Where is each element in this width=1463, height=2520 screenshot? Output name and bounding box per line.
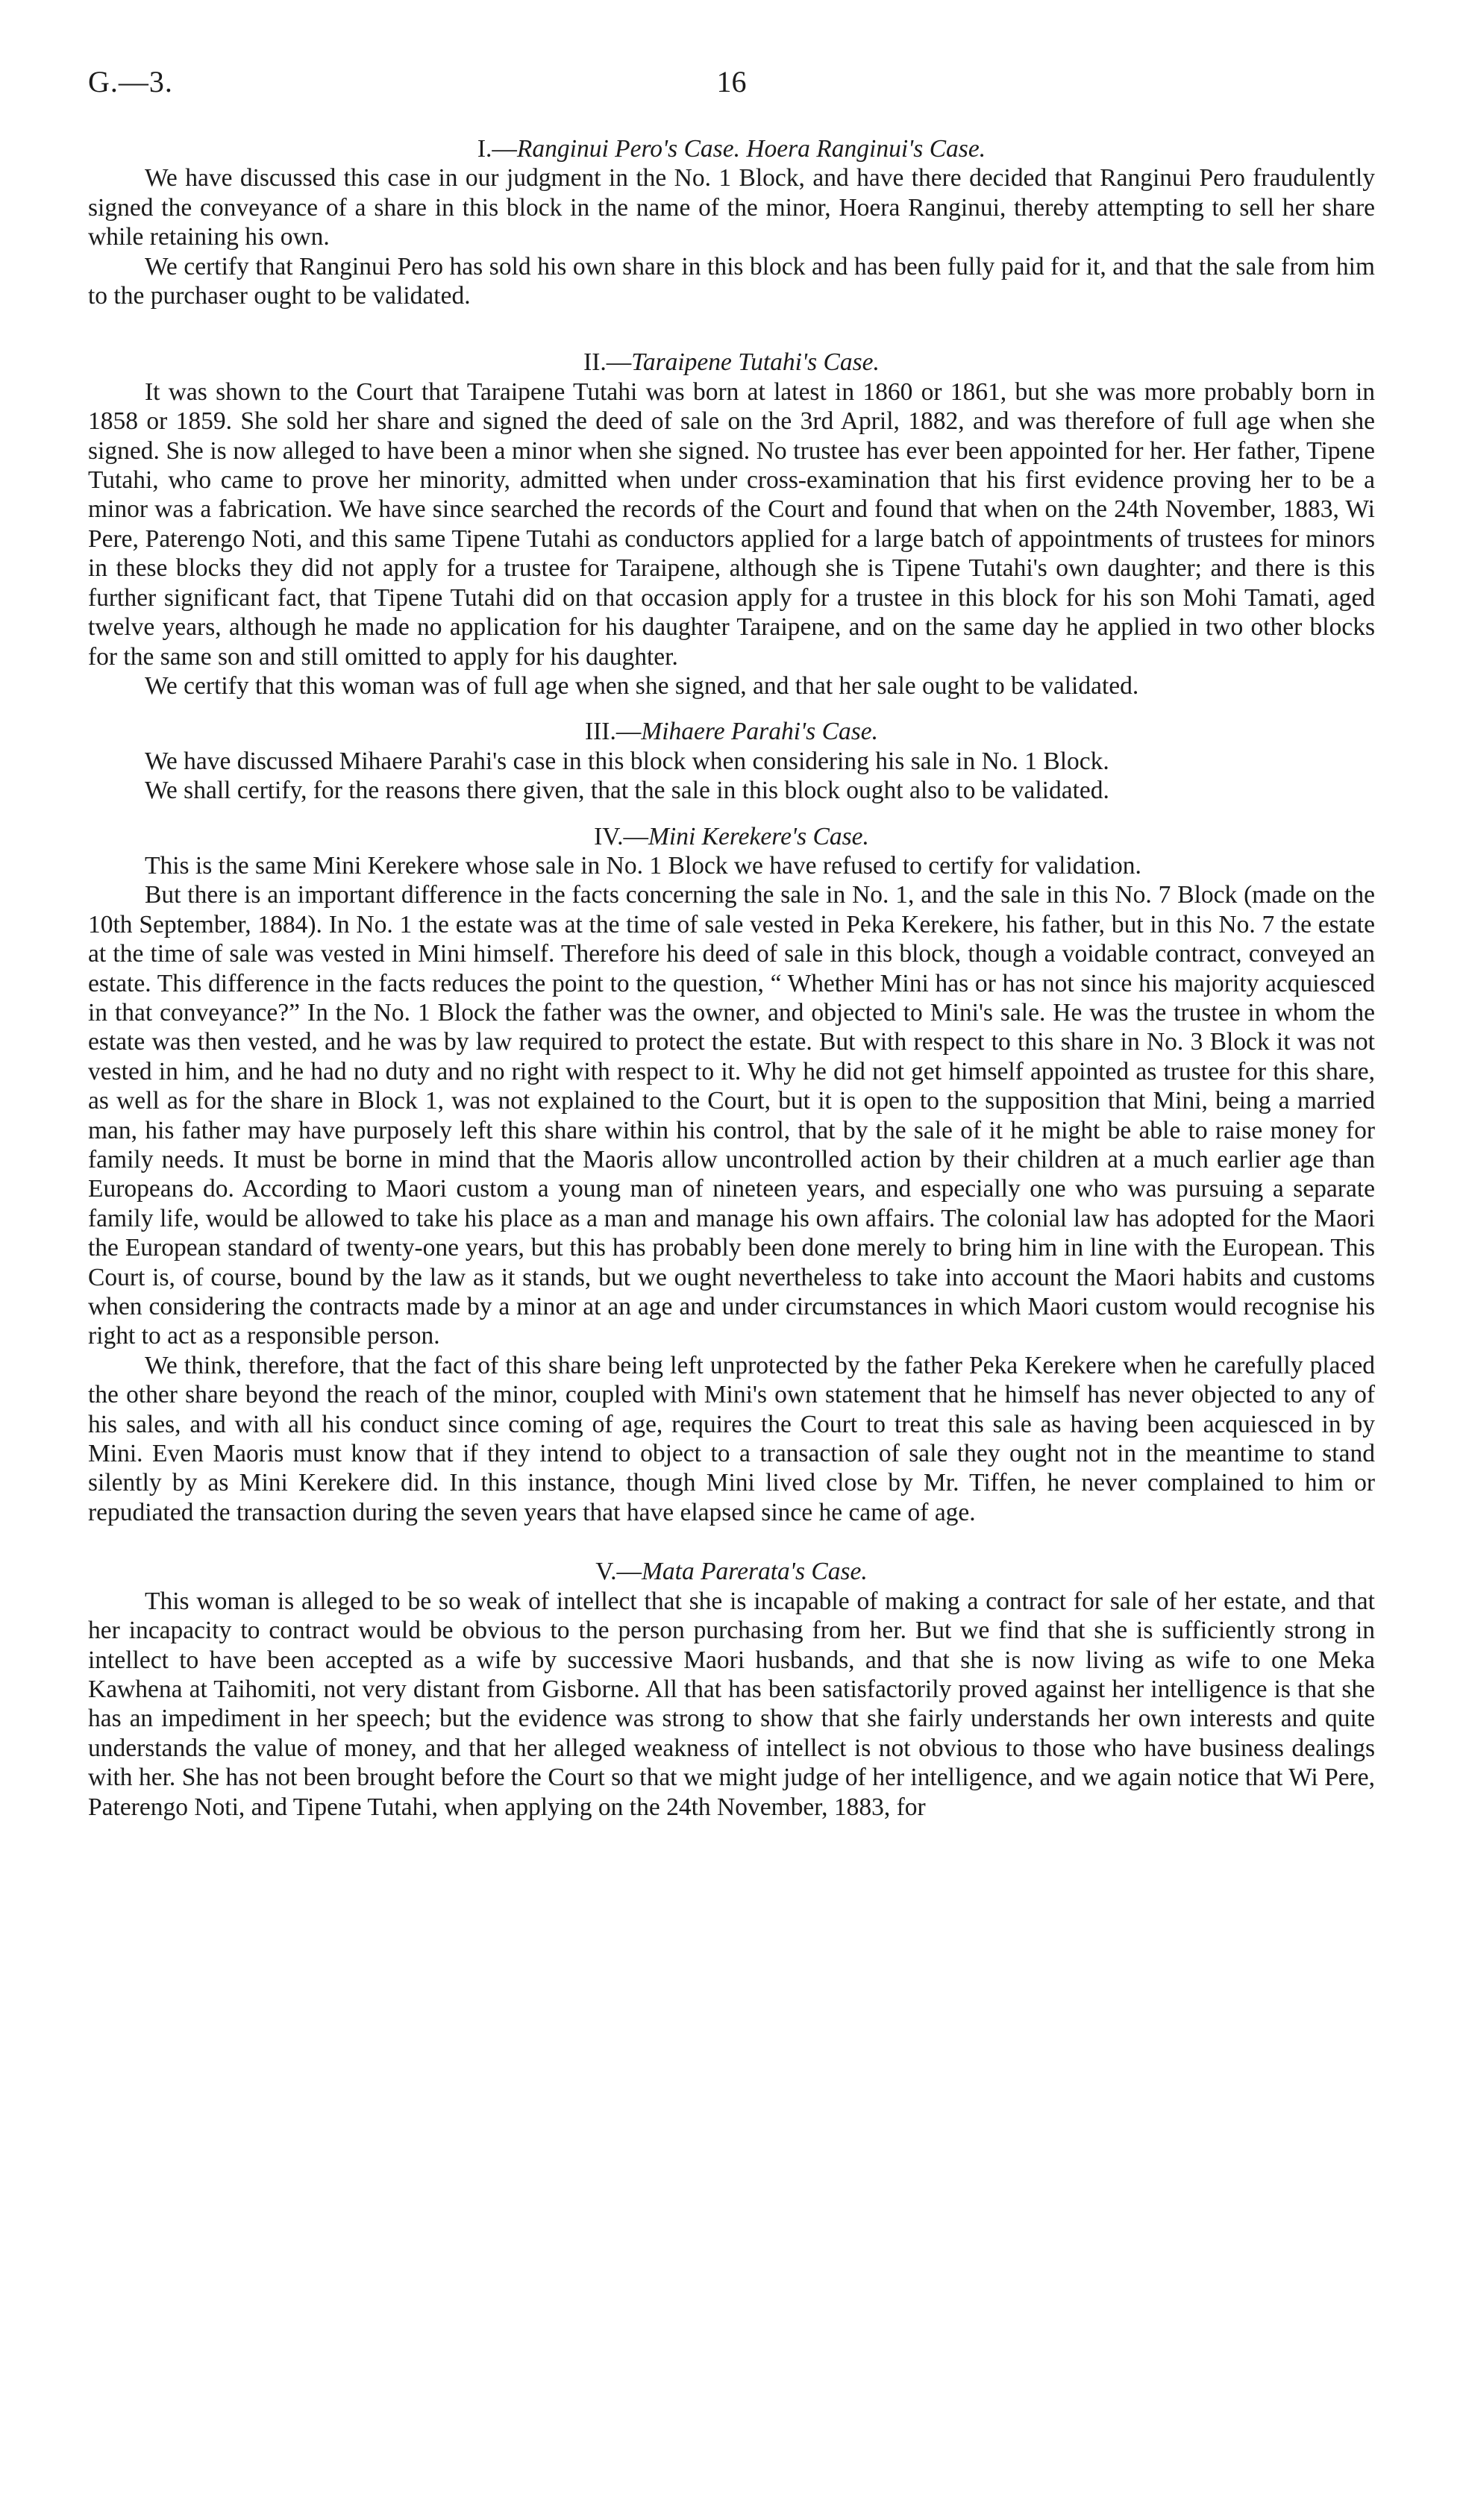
paragraph: We shall certify, for the reasons there given, that the sale in this block ought also to be validated. <box>145 777 1109 805</box>
paragraph: It was shown to the Court that Taraipene Tutahi was born at latest in 1860 or 1861, but she was more probably born in 1858 or 1859. She sold her share and signed the deed of sale on the 3rd April, 1882, and was therefore of full age when she signed. She is now alleged to have been a minor when she signed. No trustee has ever been appointed for her. Her father, Tipene Tutahi, who came to prove her minority, admitted when under cross-examination that his first evidence proving her to be a minor was a fabrication. We have since searched the records of the Court and found that when on the 24th November, 1883, Wi Pere, Paterengo Noti, and this same Tipene Tutahi as conductors applied for a large batch of appointments of trustees for minors in these blocks they did not apply for a trustee for Taraipene, although she is Tipene Tutahi's own daughter; and there is this further significant fact, that Tipene Tutahi did on that occasion apply for a trustee in this block for his son Mohi Tamati, aged twelve years, although he made no application for his daughter Taraipene, and on the same day he applied in two other blocks for the same son and still omitted to apply for his daughter. <box>88 377 1375 671</box>
section-mini-kerekere <box>88 822 1375 1528</box>
paragraph: We think, therefore, that the fact of this share being left unprotected by the father Peka Kerekere when he carefully placed the other share beyond the reach of the minor, coupled with Mini's own statement that he himself has never objected to any of his sales, and with all his conduct since coming of age, requires the Court to treat this sale as having been acquiesced in by Mini. Even Maoris must know that if they intend to object to a transaction of sale they ought not in the meantime to stand silently by as Mini Kerekere did. In this instance, though Mini lived close by Mr. Tiffen, he never complained to him or repudiated the transaction during the seven years that have elapsed since he came of age. <box>88 1351 1375 1526</box>
paragraph: This is the same Mini Kerekere whose sale in No. 1 Block we have refused to certify for validation. <box>145 851 1141 880</box>
section-title: Mata Parerata's Case. <box>641 1558 868 1586</box>
section-mihaere-parahi <box>88 717 1375 805</box>
section-heading <box>88 1557 1375 1586</box>
section-heading <box>88 822 1375 851</box>
section-heading <box>88 348 1375 377</box>
paragraph: We have discussed Mihaere Parahi's case in this block when considering his sale in No. 1 Block. <box>145 747 1109 775</box>
section-numeral: III.— <box>585 718 642 746</box>
paragraph: But there is an important difference in the facts concerning the sale in No. 1, and the sale in this No. 7 Block (made on the 10th September, 1884). In No. 1 the estate was at the time of sale vested in Peka Kerekere, his father, but in this No. 7 the estate at the time of sale was vested in Mini himself. Therefore his deed of sale in this block, though a voidable contract, conveyed an estate. This difference in the facts reduces the point to the question, “ Whether Mini has or has not since his majority acquiesced in that conveyance?” In the No. 1 Block the father was the owner, and objected to Mini's sale. He was the trustee in whom the estate was then vested, and he was by law required to protect the estate. But with respect to this share in No. 3 Block it was not vested in him, and he had no duty and no right with respect to it. Why he did not get himself appointed as trustee for this share, as well as for the share in Block 1, was not explained to the Court, but it is open to the supposition that Mini, being a married man, his father may have purposely left this share within his control, that by the sale of it he might be able to raise money for family needs. It must be borne in mind that the Maoris allow uncontrolled action by their children at a much earlier age than Europeans do. According to Maori custom a young man of nineteen years, and especially one who was pursuing a separate family life, would be allowed to take his place as a man and manage his own affairs. The colonial law has adopted for the Maori the European standard of twenty-one years, but this has probably been done merely to bring him in line with the European. This Court is, of course, bound by the law as it stands, but we ought nevertheless to take into account the Maori habits and customs when considering the contracts made by a minor at an age and under circumstances in which Maori custom would recognise his right to act as a responsible person. <box>88 881 1375 1350</box>
section-mata-parerata <box>88 1557 1375 1822</box>
section-title: Taraipene Tutahi's Case. <box>631 348 880 377</box>
paragraph: This woman is alleged to be so weak of intellect that she is incapable of making a contract for sale of her estate, and that her incapacity to contract would be obvious to the person purchasing from her. But we find that she is sufficiently strong in intellect to have been accepted as a wife by successive Maori husbands, and that she is now living as wife to one Meka Kawhena at Taihomiti, not very distant from Gisborne. All that has been satisfactorily proved against her intelligence is that she has an impediment in her speech; but the evidence was strong to show that she fairly understands her own interests and quite understands the value of money, and that her alleged weakness of intellect is not obvious to those who have business dealings with her. She has not been brought before the Court so that we might judge of her intelligence, and we again notice that Wi Pere, Paterengo Noti, and Tipene Tutahi, when applying on the 24th November, 1883, for <box>88 1587 1375 1821</box>
section-numeral: II.— <box>583 348 632 377</box>
paragraph: We certify that Ranginui Pero has sold his own share in this block and has been fully paid for it, and that the sale from him to the purchaser ought to be validated. <box>88 252 1375 310</box>
section-ranginui-pero <box>88 134 1375 310</box>
section-numeral: I.— <box>477 135 517 163</box>
page-header <box>88 64 1375 109</box>
section-heading <box>88 717 1375 746</box>
section-title: Ranginui Pero's Case. Hoera Ranginui's Case. <box>516 135 986 163</box>
section-numeral: V.— <box>595 1558 642 1586</box>
document-body <box>88 134 1375 1822</box>
section-heading <box>88 134 1375 163</box>
section-numeral: IV.— <box>594 822 649 850</box>
page-number: 16 <box>716 65 747 98</box>
section-title: Mini Kerekere's Case. <box>648 822 869 850</box>
document-reference: G.—3. <box>88 65 173 98</box>
section-taraipene-tutahi <box>88 348 1375 700</box>
paragraph: We certify that this woman was of full age when she signed, and that her sale ought to be validated. <box>145 671 1139 700</box>
paragraph: We have discussed this case in our judgment in the No. 1 Block, and have there decided that Ranginui Pero fraudulently signed the conveyance of a share in this block in the name of the minor, Hoera Ranginui, thereby attempting to sell her share while retaining his own. <box>88 164 1375 251</box>
section-title: Mihaere Parahi's Case. <box>641 718 878 746</box>
